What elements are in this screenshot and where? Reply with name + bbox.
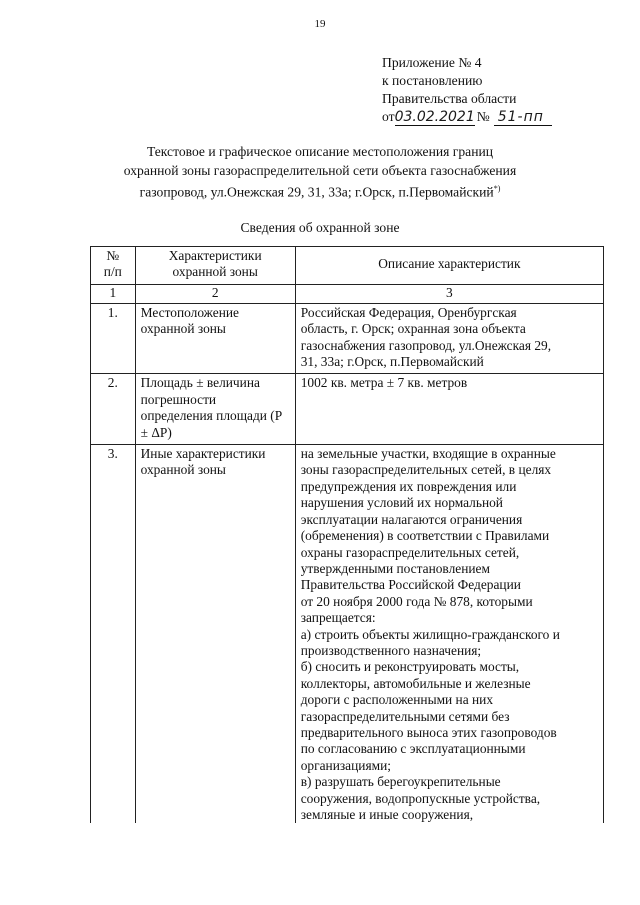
appendix-block	[382, 54, 552, 126]
header-num: № п/п	[91, 247, 136, 285]
description-line: газораспределительными сетями без	[300, 708, 510, 724]
description-line: коллекторы, автомобильные и железные	[300, 675, 531, 691]
row-characteristic: Площадь ± величина погрешности определения площади (Р ± ΔР)	[135, 374, 295, 445]
description-line: зоны газораспределительных сетей, в целях	[300, 462, 552, 478]
description-line: эксплуатации налагаются ограничения	[300, 511, 523, 527]
section-heading: Сведения об охранной зоне	[240, 220, 400, 235]
description-line: организациями;	[300, 757, 391, 773]
title-line: газопровод, ул.Онежская 29, 31, 33а; г.Орск, п.Первомайский	[139, 184, 494, 200]
table-body	[91, 303, 604, 823]
description-line: охраны газораспределительных сетей,	[300, 544, 520, 560]
description-line: в) разрушать берегоукрепительные	[300, 774, 501, 790]
from-label: от	[382, 109, 395, 124]
column-number-row	[91, 284, 604, 303]
appendix-line: Правительства области	[382, 91, 517, 106]
header-description: Описание характеристик	[295, 247, 603, 285]
description-line: Правительства Российской Федерации	[300, 577, 521, 593]
table-row	[91, 374, 604, 445]
header-characteristic: Характеристики охранной зоны	[135, 247, 295, 285]
column-number: 2	[135, 284, 295, 303]
number-label: №	[476, 109, 490, 124]
row-characteristic: Местоположение охранной зоны	[135, 303, 295, 374]
footnote-mark: *)	[493, 184, 501, 193]
row-characteristic: Иные характеристики охранной зоны	[135, 445, 295, 824]
description-line: предупреждения их повреждения или	[300, 478, 517, 494]
table-row	[91, 445, 604, 824]
column-number: 1	[91, 284, 136, 303]
description-line: утвержденными постановлением	[300, 560, 490, 576]
description-line: б) сносить и реконструировать мосты,	[300, 659, 520, 675]
column-number: 3	[295, 284, 603, 303]
title-line: охранной зоны газораспределительной сети объекта газоснабжения	[123, 162, 517, 178]
description-line: газоснабжения газопровод, ул.Онежская 29,	[300, 337, 552, 353]
description-line: сооружения, водопропускные устройства,	[300, 790, 541, 806]
title-line-last	[0, 180, 640, 202]
description-line: от 20 ноября 2000 года № 878, которыми	[300, 593, 533, 609]
row-number: 3.	[91, 445, 136, 824]
appendix-line: Приложение № 4	[382, 55, 482, 70]
description-line: на земельные участки, входящие в охранные	[300, 446, 556, 462]
description-line: земляные и иные сооружения,	[300, 807, 474, 822]
row-number: 2.	[91, 374, 136, 445]
document-title	[0, 143, 640, 202]
characteristics-table	[90, 246, 604, 823]
handwritten-number: 51-пп	[494, 110, 552, 126]
description-line: запрещается:	[300, 610, 376, 626]
title-line: Текстовое и графическое описание местоположения границ	[146, 144, 494, 159]
description-line: дороги с расположенными на них	[300, 692, 494, 708]
appendix-line: к постановлению	[382, 73, 483, 88]
description-line: по согласованию с эксплуатационными	[300, 741, 526, 757]
handwritten-date: 03.02.2021	[394, 109, 475, 125]
description-line: (обременения) в соответствии с Правилами	[300, 528, 550, 544]
table-header-row	[91, 247, 604, 285]
description-line: 31, 33а; г.Орск, п.Первомайский	[300, 354, 484, 370]
description-line: 1002 кв. метра ± 7 кв. метров	[300, 375, 468, 391]
appendix-date-line	[382, 108, 552, 126]
description-line: предварительного выноса этих газопроводов	[300, 724, 557, 740]
description-line: нарушения условий их нормальной	[300, 495, 503, 511]
description-line: Российская Федерация, Оренбургская	[300, 304, 517, 320]
row-description	[295, 303, 603, 374]
table-row	[91, 303, 604, 374]
row-description	[295, 445, 603, 824]
description-line: производственного назначения;	[300, 642, 482, 658]
description-line: область, г. Орск; охранная зона объекта	[300, 321, 526, 337]
description-line: а) строить объекты жилищно-гражданского и	[300, 626, 560, 642]
page-number: 19	[314, 18, 326, 30]
row-number: 1.	[91, 303, 136, 374]
row-description	[295, 374, 603, 445]
